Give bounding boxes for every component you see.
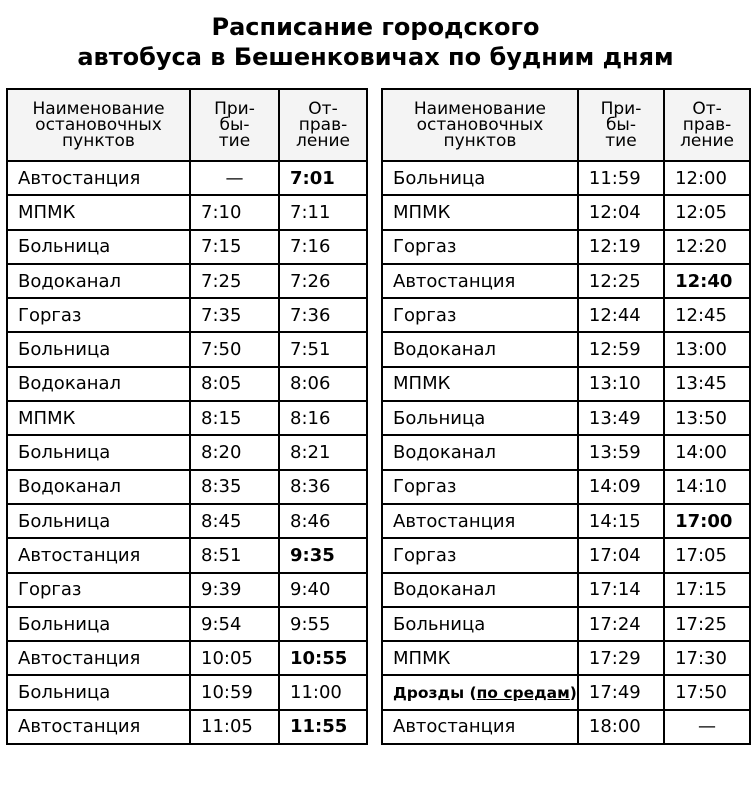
stop-name-cell: Автостанция (7, 538, 190, 572)
arrival-cell: 17:49 (578, 675, 664, 709)
stop-name-cell: Горгаз (382, 470, 578, 504)
departure-cell: 12:00 (664, 161, 750, 195)
stop-name-cell: МПМК (7, 195, 190, 229)
stop-name-cell: Автостанция (7, 641, 190, 675)
table-row (7, 161, 367, 195)
stop-name-cell: Горгаз (7, 298, 190, 332)
arrival-cell: 7:15 (190, 230, 279, 264)
arrival-cell: 13:49 (578, 401, 664, 435)
table-row (382, 538, 750, 572)
stop-name-cell: Больница (382, 401, 578, 435)
departure-cell: 7:11 (279, 195, 367, 229)
table-row (382, 607, 750, 641)
stop-name-cell: Горгаз (7, 573, 190, 607)
table-row (382, 573, 750, 607)
departure-cell: 13:00 (664, 332, 750, 366)
departure-cell: 8:46 (279, 504, 367, 538)
departure-cell: 8:16 (279, 401, 367, 435)
arrival-cell: 17:29 (578, 641, 664, 675)
arrival-cell: 17:04 (578, 538, 664, 572)
arrival-cell: 9:39 (190, 573, 279, 607)
table-row (7, 230, 367, 264)
arrival-cell: 12:19 (578, 230, 664, 264)
stop-name-cell: Горгаз (382, 298, 578, 332)
arrival-cell: 17:14 (578, 573, 664, 607)
page-title (0, 12, 751, 72)
arrival-cell: 7:50 (190, 332, 279, 366)
table-row (382, 675, 750, 709)
title-line-2: автобуса в Бешенковичах по будним дням (77, 43, 674, 71)
stop-name-cell: Автостанция (7, 710, 190, 744)
arrival-cell: 13:10 (578, 367, 664, 401)
table-row (382, 641, 750, 675)
departure-cell: 17:05 (664, 538, 750, 572)
table-row (7, 195, 367, 229)
departure-cell: 17:25 (664, 607, 750, 641)
departure-cell: 9:55 (279, 607, 367, 641)
arrival-cell: 11:59 (578, 161, 664, 195)
stop-name-cell: МПМК (382, 367, 578, 401)
departure-cell: 9:40 (279, 573, 367, 607)
arrival-cell: 18:00 (578, 710, 664, 744)
arrival-cell: 14:09 (578, 470, 664, 504)
arrival-cell: 7:35 (190, 298, 279, 332)
title-line-1: Расписание городского (211, 13, 540, 41)
header-arrival: При- бы- тие (190, 89, 279, 161)
arrival-cell: 12:25 (578, 264, 664, 298)
table-row (7, 470, 367, 504)
stop-name-cell: Автостанция (382, 264, 578, 298)
arrival-cell: 8:35 (190, 470, 279, 504)
departure-cell: — (664, 710, 750, 744)
stop-name-cell: МПМК (7, 401, 190, 435)
table-row (382, 195, 750, 229)
arrival-cell: 12:04 (578, 195, 664, 229)
stop-name-cell: Больница (7, 675, 190, 709)
departure-cell: 17:50 (664, 675, 750, 709)
arrival-cell: 10:59 (190, 675, 279, 709)
stop-name-cell: Больница (7, 332, 190, 366)
header-departure: От- прав- ление (664, 89, 750, 161)
header-arrival: При- бы- тие (578, 89, 664, 161)
stop-name-cell: Автостанция (382, 710, 578, 744)
departure-cell: 8:06 (279, 367, 367, 401)
header-stop: Наименование остановочных пунктов (7, 89, 190, 161)
stop-name-cell: Горгаз (382, 538, 578, 572)
departure-cell: 14:00 (664, 435, 750, 469)
arrival-cell: 7:25 (190, 264, 279, 298)
table-row (7, 332, 367, 366)
stop-name-cell: Водоканал (382, 332, 578, 366)
stop-name-cell: Больница (382, 607, 578, 641)
header-departure: От- прав- ление (279, 89, 367, 161)
arrival-cell: 8:51 (190, 538, 279, 572)
stop-name-cell: МПМК (382, 195, 578, 229)
schedule-table-left (6, 88, 368, 745)
table-row (7, 367, 367, 401)
table-row (382, 470, 750, 504)
table-row (7, 435, 367, 469)
table-row (7, 710, 367, 744)
departure-cell: 13:50 (664, 401, 750, 435)
table-row (7, 504, 367, 538)
table-row (7, 298, 367, 332)
stop-name-cell: Больница (7, 607, 190, 641)
departure-cell: 10:55 (279, 641, 367, 675)
table-row (382, 504, 750, 538)
header-row (382, 89, 750, 161)
table-row (7, 538, 367, 572)
stop-name-cell: Больница (7, 435, 190, 469)
stop-name-cell: Водоканал (382, 573, 578, 607)
stop-name-cell: Больница (7, 230, 190, 264)
stop-name-cell: Больница (382, 161, 578, 195)
departure-cell: 7:01 (279, 161, 367, 195)
departure-cell: 12:40 (664, 264, 750, 298)
table-row (7, 573, 367, 607)
stop-name-cell: Дрозды (по средам) (382, 675, 578, 709)
table-row (7, 401, 367, 435)
stop-note: по средам (476, 684, 570, 703)
table-row (382, 298, 750, 332)
stop-name-cell: Горгаз (382, 230, 578, 264)
departure-cell: 7:16 (279, 230, 367, 264)
stop-name-cell: Водоканал (7, 264, 190, 298)
stop-name-cell: Больница (7, 504, 190, 538)
arrival-cell: 12:59 (578, 332, 664, 366)
header-row (7, 89, 367, 161)
stop-name-cell: Автостанция (7, 161, 190, 195)
arrival-cell: 9:54 (190, 607, 279, 641)
departure-cell: 12:20 (664, 230, 750, 264)
arrival-cell: 13:59 (578, 435, 664, 469)
departure-cell: 12:05 (664, 195, 750, 229)
table-row (382, 332, 750, 366)
arrival-cell: 8:20 (190, 435, 279, 469)
departure-cell: 9:35 (279, 538, 367, 572)
arrival-cell: 10:05 (190, 641, 279, 675)
arrival-cell: 11:05 (190, 710, 279, 744)
stop-name-cell: Водоканал (7, 470, 190, 504)
departure-cell: 17:00 (664, 504, 750, 538)
departure-cell: 13:45 (664, 367, 750, 401)
departure-cell: 11:00 (279, 675, 367, 709)
table-row (382, 401, 750, 435)
table-row (382, 367, 750, 401)
stop-name-cell: Водоканал (382, 435, 578, 469)
departure-cell: 11:55 (279, 710, 367, 744)
table-row (7, 264, 367, 298)
stop-name-cell: МПМК (382, 641, 578, 675)
departure-cell: 7:51 (279, 332, 367, 366)
stop-name-cell: Автостанция (382, 504, 578, 538)
arrival-cell: 17:24 (578, 607, 664, 641)
table-row (382, 264, 750, 298)
departure-cell: 17:15 (664, 573, 750, 607)
schedule-table-right (381, 88, 751, 745)
stop-name-cell: Водоканал (7, 367, 190, 401)
arrival-cell: 8:45 (190, 504, 279, 538)
table-row (7, 641, 367, 675)
departure-cell: 14:10 (664, 470, 750, 504)
header-stop: Наименование остановочных пунктов (382, 89, 578, 161)
table-row (7, 607, 367, 641)
table-row (382, 435, 750, 469)
arrival-cell: 7:10 (190, 195, 279, 229)
departure-cell: 8:21 (279, 435, 367, 469)
departure-cell: 7:36 (279, 298, 367, 332)
arrival-cell: 14:15 (578, 504, 664, 538)
arrival-cell: — (190, 161, 279, 195)
table-row (382, 161, 750, 195)
arrival-cell: 8:15 (190, 401, 279, 435)
arrival-cell: 8:05 (190, 367, 279, 401)
departure-cell: 17:30 (664, 641, 750, 675)
table-row (382, 230, 750, 264)
departure-cell: 8:36 (279, 470, 367, 504)
departure-cell: 12:45 (664, 298, 750, 332)
arrival-cell: 12:44 (578, 298, 664, 332)
table-row (382, 710, 750, 744)
departure-cell: 7:26 (279, 264, 367, 298)
table-row (7, 675, 367, 709)
